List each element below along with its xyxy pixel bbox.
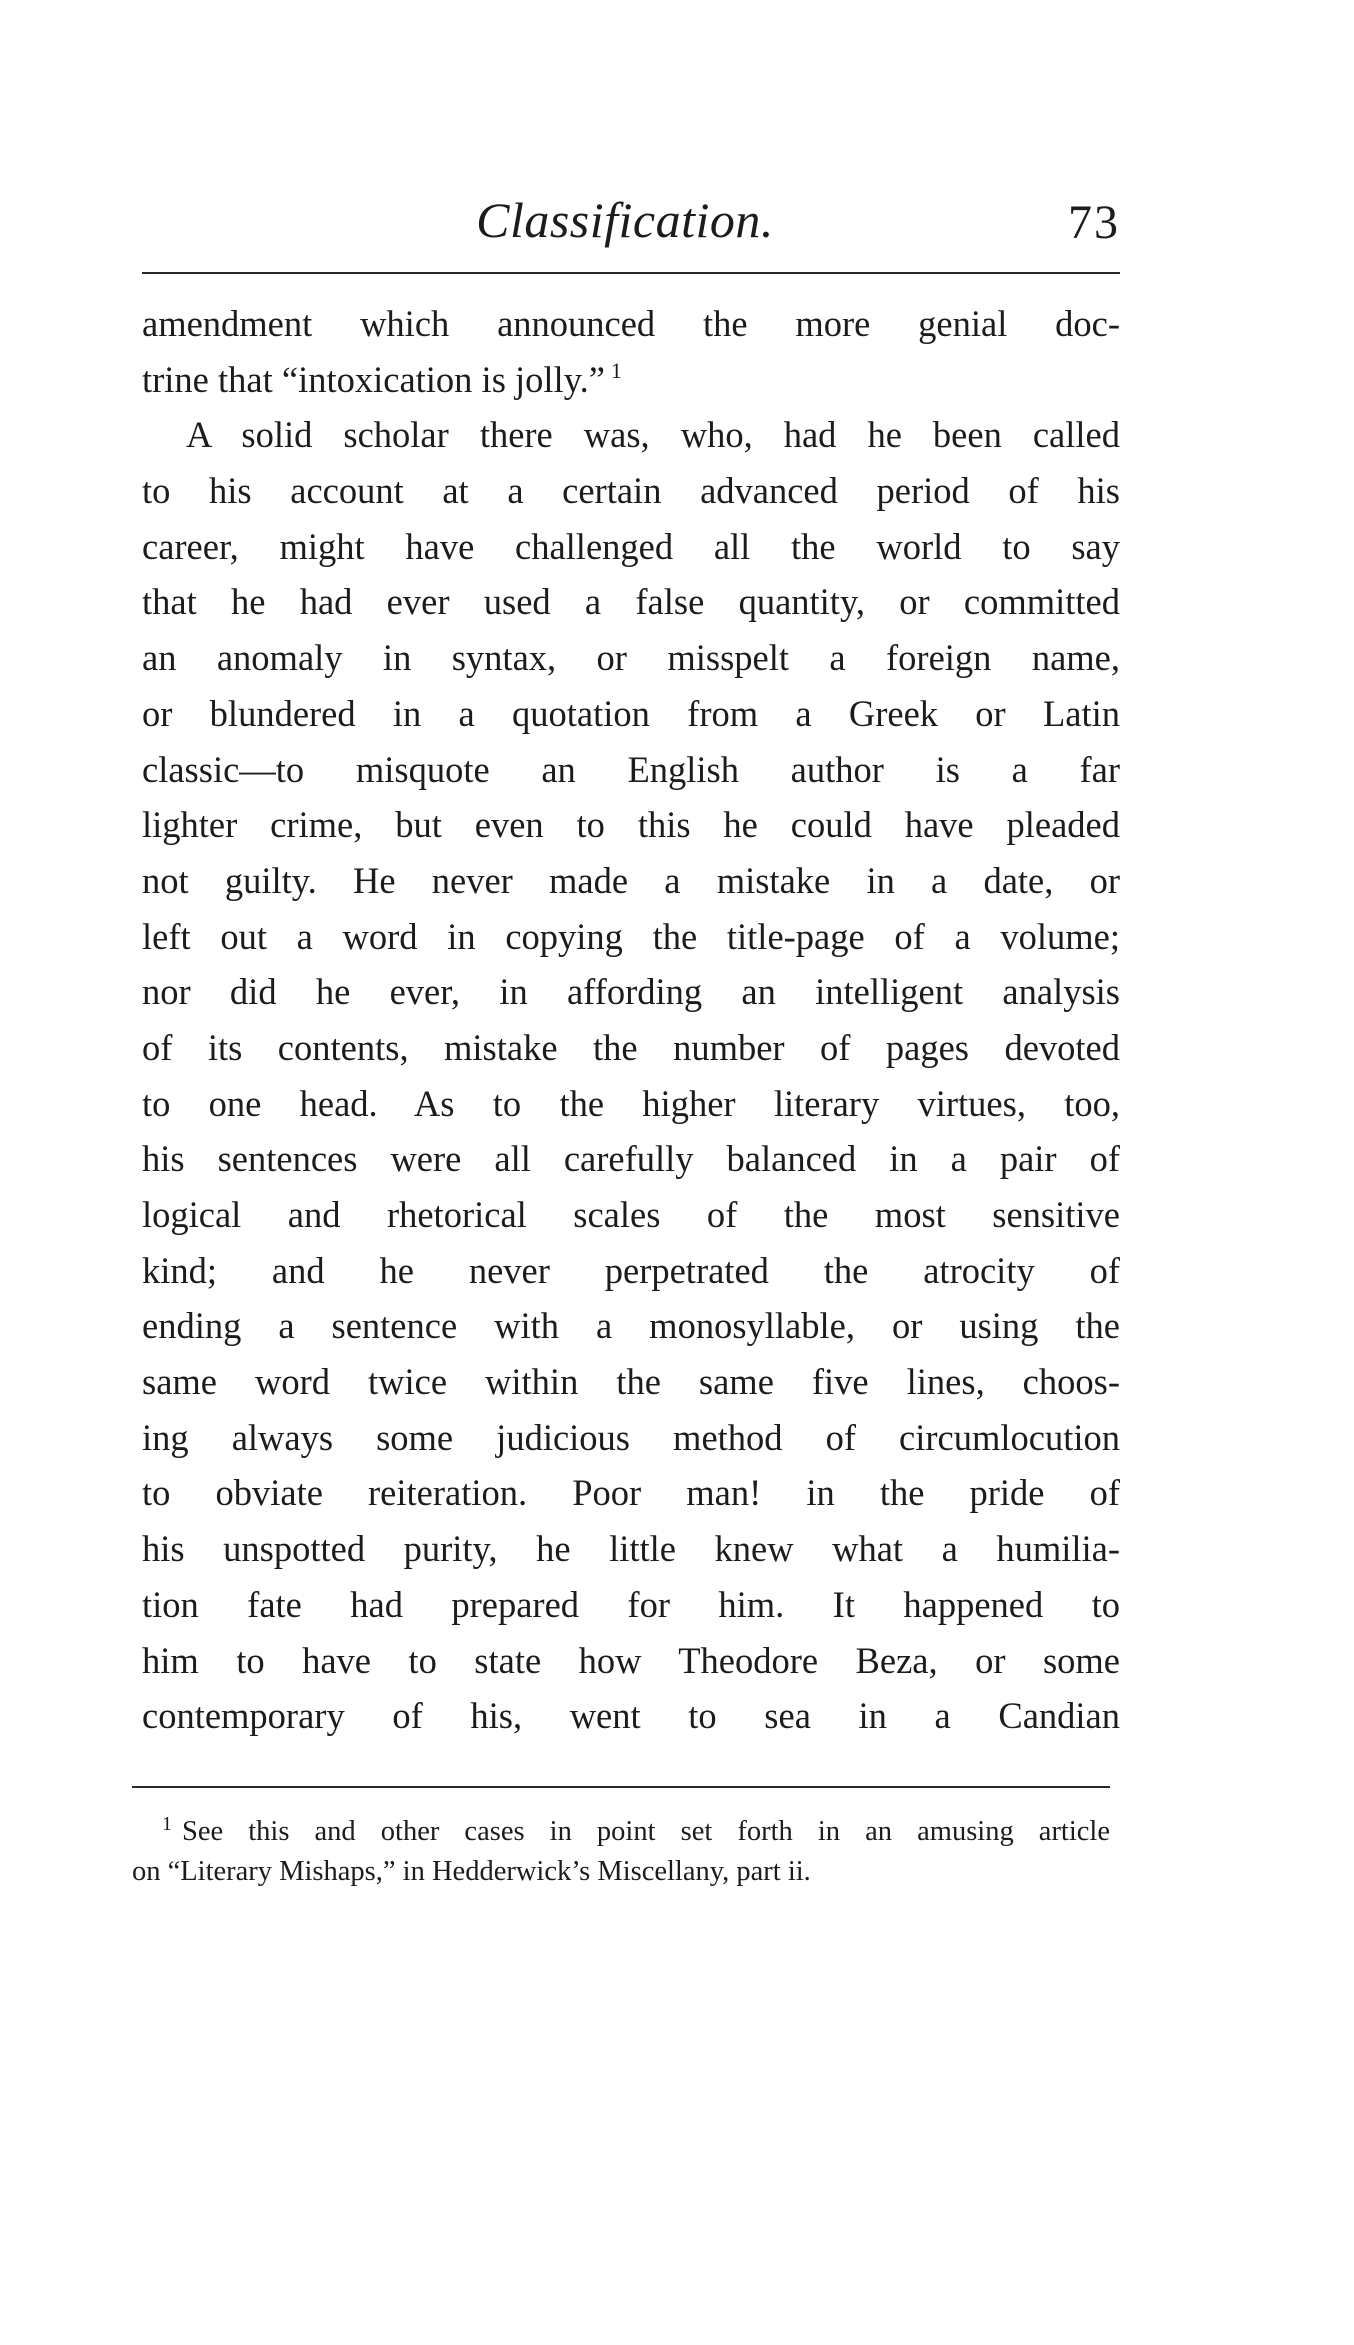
header-rule (142, 272, 1120, 274)
text-line: an anomaly in syntax, or misspelt a foreign name, (142, 637, 1120, 679)
text-line: lighter crime, but even to this he could have pleaded (142, 804, 1120, 846)
text-line: same word twice within the same five lines, choos- (142, 1361, 1120, 1403)
text-line: logical and rhetorical scales of the most sensitive (142, 1194, 1120, 1235)
text-line: left out a word in copying the title-page of a volume; (142, 915, 1120, 957)
text-line: ing always some judicious method of circumlocution (142, 1416, 1120, 1458)
text-line: amendment which announced the more genial doc- (142, 303, 1120, 344)
text-line: his sentences were all carefully balanced in a pair of (142, 1138, 1120, 1180)
text-line: contemporary of his, went to sea in a Candian (142, 1695, 1120, 1737)
text-line (142, 352, 1120, 408)
text-line: to obviate reiteration. Poor man! in the pride of (142, 1472, 1120, 1514)
running-head (140, 185, 1120, 255)
text-line: career, might have challenged all the world to say (142, 525, 1120, 567)
text-line: nor did he ever, in affording an intelligent analysis (142, 971, 1120, 1013)
text-line: tion fate had prepared for him. It happened to (142, 1583, 1120, 1625)
text-line: to one head. As to the higher literary virtues, too, (142, 1082, 1120, 1124)
text-line: that he had ever used a false quantity, or committed (142, 581, 1120, 623)
footnote-marker: 1 (162, 1813, 172, 1835)
footnote-reference: 1 (610, 357, 622, 383)
text-line: kind; and he never perpetrated the atrocity of (142, 1249, 1120, 1291)
page-number: 73 (1068, 196, 1120, 249)
text-line: A solid scholar there was, who, had he been called (186, 414, 1120, 456)
text-line: not guilty. He never made a mistake in a date, or (142, 859, 1120, 901)
footnote-text: See this and other cases in point set forth in an amusing article (182, 1816, 1110, 1847)
text-line: ending a sentence with a monosyllable, or using the (142, 1305, 1120, 1347)
text-line: him to have to state how Theodore Beza, or some (142, 1639, 1120, 1681)
text-line: classic—to misquote an English author is a far (142, 748, 1120, 790)
text-line: or blundered in a quotation from a Greek or Latin (142, 692, 1120, 734)
text-line-content: trine that “intoxication is jolly.” (142, 358, 605, 400)
running-title: Classification. (476, 192, 774, 248)
text-line: to his account at a certain advanced period of his (142, 470, 1120, 512)
footnote-rule (132, 1786, 1110, 1788)
footnote (132, 1812, 1110, 1892)
text-line: his unspotted purity, he little knew what a humilia- (142, 1528, 1120, 1570)
footnote-line: on “Literary Mishaps,” in Hedderwick’s Miscellany, part ii. (132, 1856, 811, 1887)
body-text (142, 296, 1120, 1744)
text-line: of its contents, mistake the number of pages devoted (142, 1026, 1120, 1068)
footnote-line (132, 1812, 1110, 1852)
